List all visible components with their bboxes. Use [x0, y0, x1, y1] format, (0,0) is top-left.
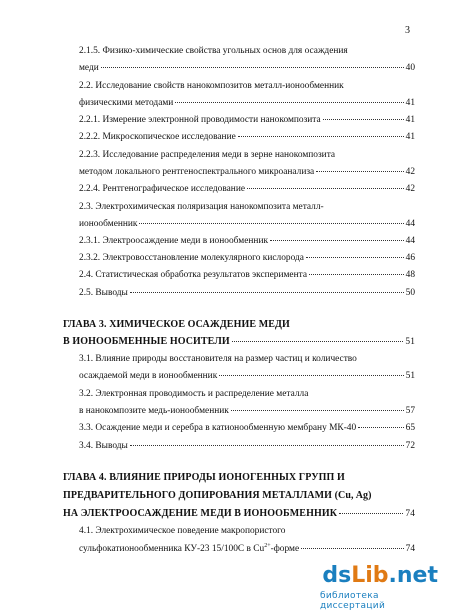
leader-dots	[139, 223, 403, 224]
toc-page-number: 44	[405, 219, 415, 229]
watermark-subtitle: библиотека диссертаций	[320, 591, 386, 611]
leader-dots	[130, 292, 404, 293]
toc-entry-label: физическими методами	[79, 98, 174, 108]
toc-entry-label: осаждаемой меди в ионообменник	[79, 371, 218, 381]
toc-entry[interactable]	[79, 440, 415, 453]
toc-entry-first-line: 3.1. Влияние природы восстановителя на размер частиц и количество	[79, 354, 357, 364]
superscript-charge: 2+	[264, 542, 271, 549]
leader-dots	[323, 119, 404, 120]
label-text: сульфокатионообменника КУ-23 15/100С в Cu	[79, 544, 265, 554]
watermark	[320, 563, 438, 611]
toc-entry[interactable]	[79, 114, 415, 127]
leader-dots	[130, 445, 404, 446]
toc-entry-label: 3.4. Выводы	[79, 441, 128, 451]
leader-dots	[301, 548, 404, 549]
toc-entry-label: 2.5. Выводы	[79, 288, 128, 298]
toc-entry-label: 2.3.1. Электроосаждение меди в ионообменник	[79, 236, 269, 246]
toc-entry-label: В ИОНООБМЕННЫЕ НОСИТЕЛИ	[63, 336, 230, 347]
toc-chapter-entry[interactable]	[63, 507, 415, 521]
toc-page-number: 51	[405, 337, 415, 347]
toc-page-number: 48	[405, 270, 415, 280]
toc-page-number: 42	[405, 167, 415, 177]
toc-page-number: 41	[405, 115, 415, 125]
toc-entry-first-line: 4.1. Электрохимическое поведение макропористого	[79, 526, 286, 536]
toc-entry-label: ионообменник	[79, 219, 138, 229]
leader-dots	[309, 274, 404, 275]
toc-page-number: 74	[405, 509, 415, 519]
toc-entry-first-line: 2.3. Электрохимическая поляризация нанокомпозита металл-	[79, 202, 324, 212]
toc-entry-first-line: 2.2. Исследование свойств нанокомпозитов металл-ионообменник	[79, 81, 344, 91]
chapter-title-first-line: ГЛАВА 3. ХИМИЧЕСКОЕ ОСАЖДЕНИЕ МЕДИ	[63, 319, 290, 330]
toc-entry-first-line: 2.2.3. Исследование распределения меди в зерне нанокомпозита	[79, 150, 336, 160]
toc-entry[interactable]	[79, 287, 415, 300]
toc-page-number: 44	[405, 236, 415, 246]
toc-entry[interactable]	[79, 269, 415, 282]
toc-page-number: 57	[405, 406, 415, 416]
toc-page-number: 72	[405, 441, 415, 451]
toc-page-number: 51	[405, 371, 415, 381]
toc-entry[interactable]	[79, 543, 415, 556]
toc-entry[interactable]	[79, 422, 415, 435]
toc-entry[interactable]	[79, 405, 415, 418]
toc-entry[interactable]	[79, 218, 415, 231]
leader-dots	[219, 375, 403, 376]
toc-entry-label: методом локального рентгеноспектрального микроанализа	[79, 167, 315, 177]
leader-dots	[339, 513, 403, 514]
toc-page-number: 74	[405, 544, 415, 554]
dslib-logo: dsLib.net	[322, 563, 438, 588]
toc-page-number: 50	[405, 288, 415, 298]
toc-page-number: 41	[405, 98, 415, 108]
toc-entry[interactable]	[79, 62, 415, 75]
leader-dots	[247, 188, 404, 189]
toc-entry-label: 2.4. Статистическая обработка результатов эксперимента	[79, 270, 307, 280]
toc-page-number: 41	[405, 132, 415, 142]
leader-dots	[270, 240, 404, 241]
toc-entry[interactable]	[79, 370, 415, 383]
toc-page-number: 42	[405, 184, 415, 194]
toc-entry-first-line: 2.1.5. Физико-химические свойства угольных основ для осаждения	[79, 46, 348, 56]
label-tail: -форме	[270, 544, 300, 554]
chapter-title-second-line: ПРЕДВАРИТЕЛЬНОГО ДОПИРОВАНИЯ МЕТАЛЛАМИ (Cu, Ag)	[63, 490, 372, 501]
toc-entry-label	[79, 543, 299, 556]
toc-entry[interactable]	[79, 97, 415, 110]
toc-entry[interactable]	[79, 166, 415, 179]
leader-dots	[358, 427, 403, 428]
chapter-title-first-line: ГЛАВА 4. ВЛИЯНИЕ ПРИРОДЫ ИОНОГЕННЫХ ГРУПП И	[63, 472, 345, 483]
toc-entry[interactable]	[79, 252, 415, 265]
toc-entry[interactable]	[79, 131, 415, 144]
toc-entry-label: 3.3. Осаждение меди и серебра в катионообменную мембрану МК-40	[79, 423, 357, 433]
toc-page-number: 46	[405, 253, 415, 263]
toc-entry-label: 2.2.1. Измерение электронной проводимости нанокомпозита	[79, 115, 321, 125]
leader-dots	[101, 67, 404, 68]
page-number: 3	[405, 25, 410, 36]
toc-entry-label: 2.2.2. Микроскопическое исследование	[79, 132, 236, 142]
leader-dots	[175, 102, 403, 103]
toc-page-number: 65	[405, 423, 415, 433]
toc-page-number: 40	[405, 63, 415, 73]
toc-entry[interactable]	[79, 235, 415, 248]
toc-chapter-entry[interactable]	[63, 335, 415, 349]
toc-entry-label: НА ЭЛЕКТРООСАЖДЕНИЕ МЕДИ В ИОНООБМЕННИК	[63, 508, 338, 519]
leader-dots	[238, 136, 404, 137]
toc-entry-label: меди	[79, 63, 99, 73]
leader-dots	[231, 410, 404, 411]
toc-entry[interactable]	[79, 183, 415, 196]
toc-entry-label: 2.2.4. Рентгенографическое исследование	[79, 184, 246, 194]
toc-entry-first-line: 3.2. Электронная проводимость и распределение металла	[79, 389, 309, 399]
toc-entry-label: в нанокомпозите медь-ионообменник	[79, 406, 229, 416]
leader-dots	[316, 171, 403, 172]
leader-dots	[306, 257, 404, 258]
leader-dots	[232, 341, 404, 342]
toc-entry-label: 2.3.2. Электровосстановление молекулярного кислорода	[79, 253, 304, 263]
